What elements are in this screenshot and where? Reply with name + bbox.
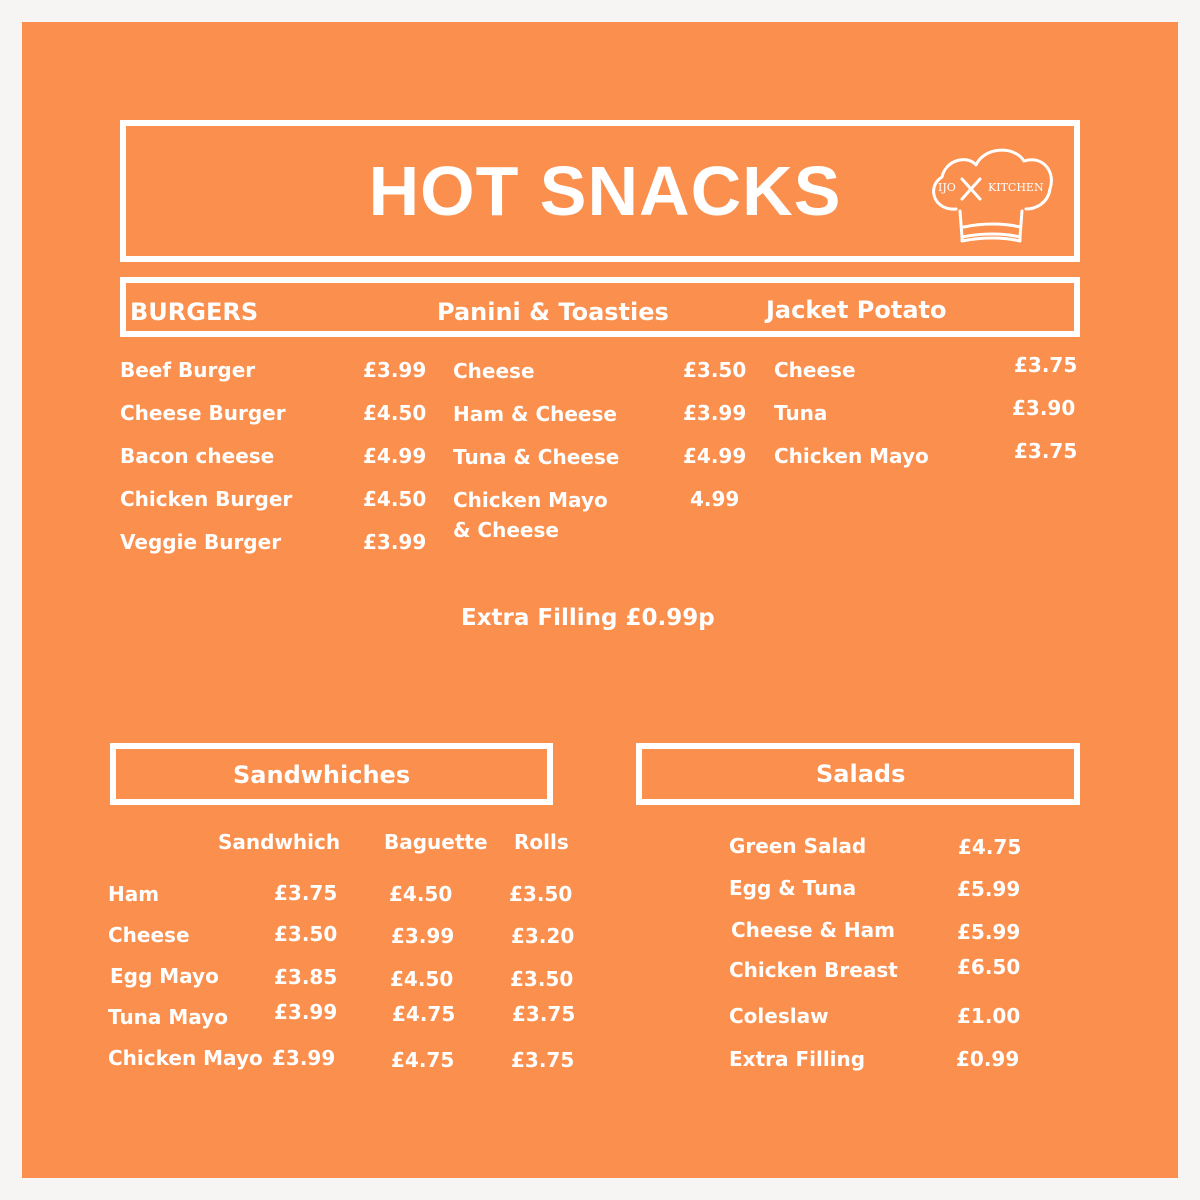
list-item: Egg & Tuna <box>729 876 857 900</box>
price: £4.50 <box>363 401 427 425</box>
table-cell: £3.99 <box>274 1000 338 1024</box>
table-cell: £3.75 <box>274 881 338 905</box>
price: £4.99 <box>363 444 427 468</box>
price: £3.50 <box>683 358 747 382</box>
list-item: Cheese <box>774 358 856 382</box>
table-cell: £4.75 <box>392 1002 456 1026</box>
list-item: Chicken Mayo <box>453 488 608 512</box>
list-item: Chicken Burger <box>120 487 293 511</box>
list-item: Coleslaw <box>729 1004 829 1028</box>
logo-left-text: IJO <box>938 181 956 194</box>
crossed-cutlery-icon <box>962 179 980 199</box>
table-cell: £4.50 <box>389 882 453 906</box>
table-cell: £4.75 <box>391 1048 455 1072</box>
price: 4.99 <box>690 487 740 511</box>
list-item: Cheese <box>453 359 535 383</box>
price: £0.99 <box>956 1047 1020 1071</box>
table-cell: £3.75 <box>512 1002 576 1026</box>
table-cell: £3.50 <box>274 922 338 946</box>
list-item: Beef Burger <box>120 358 256 382</box>
table-row-name: Chicken Mayo <box>108 1046 263 1070</box>
price: £4.99 <box>683 444 747 468</box>
sandwiches-heading: Sandwhiches <box>233 761 411 789</box>
table-row-name: Tuna Mayo <box>108 1005 228 1029</box>
price: £3.90 <box>1012 396 1076 420</box>
table-cell: £3.20 <box>511 924 575 948</box>
price: £5.99 <box>957 877 1021 901</box>
price: £4.50 <box>363 487 427 511</box>
list-item: Extra Filling <box>729 1047 866 1071</box>
list-item-continued: & Cheese <box>453 518 559 542</box>
list-item: Cheese & Ham <box>731 918 895 942</box>
list-item: Veggie Burger <box>120 530 282 554</box>
price: £3.99 <box>683 401 747 425</box>
panini-heading: Panini & Toasties <box>437 298 669 326</box>
list-item: Cheese Burger <box>120 401 286 425</box>
table-cell: £3.50 <box>510 967 574 991</box>
price: £1.00 <box>957 1004 1021 1028</box>
column-header: Sandwhich <box>218 830 341 854</box>
table-cell: £3.99 <box>391 924 455 948</box>
list-item: Chicken Mayo <box>774 444 929 468</box>
table-cell: £3.75 <box>511 1048 575 1072</box>
table-cell: £3.50 <box>509 882 573 906</box>
table-cell: £3.99 <box>272 1046 336 1070</box>
salads-heading: Salads <box>816 760 906 788</box>
table-cell: £4.50 <box>390 967 454 991</box>
table-row-name: Ham <box>108 882 160 906</box>
price: £3.99 <box>363 358 427 382</box>
menu-poster <box>22 22 1178 1178</box>
ijo-kitchen-logo <box>924 141 1056 263</box>
list-item: Ham & Cheese <box>453 402 617 426</box>
list-item: Bacon cheese <box>120 444 275 468</box>
price: £5.99 <box>957 920 1021 944</box>
column-header: Baguette <box>384 830 488 854</box>
price: £4.75 <box>958 835 1022 859</box>
table-row-name: Egg Mayo <box>110 964 219 988</box>
chef-hat-icon <box>924 141 1056 263</box>
extra-filling-note: Extra Filling £0.99p <box>461 605 715 631</box>
table-cell: £3.85 <box>274 965 338 989</box>
table-row-name: Cheese <box>108 923 190 947</box>
page-title: HOT SNACKS <box>368 152 842 230</box>
list-item: Green Salad <box>729 834 867 858</box>
price: £3.75 <box>1014 353 1078 377</box>
burgers-heading: BURGERS <box>130 298 259 326</box>
list-item: Chicken Breast <box>729 958 898 982</box>
list-item: Tuna <box>774 401 828 425</box>
logo-right-text: KITCHEN <box>988 181 1044 194</box>
price: £6.50 <box>957 955 1021 979</box>
price: £3.99 <box>363 530 427 554</box>
jacket-heading: Jacket Potato <box>766 296 947 324</box>
column-header: Rolls <box>514 830 569 854</box>
list-item: Tuna & Cheese <box>453 445 620 469</box>
price: £3.75 <box>1014 439 1078 463</box>
